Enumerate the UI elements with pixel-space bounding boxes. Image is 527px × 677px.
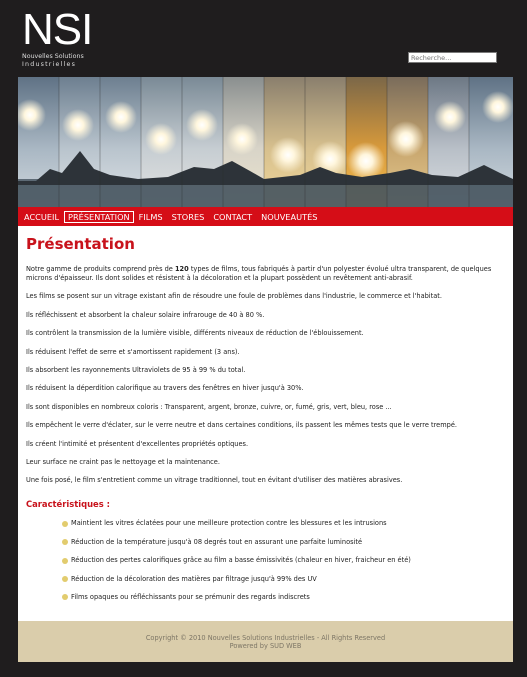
feature-text: Films opaques ou réfléchissants pour se prémunir des regards indiscrets <box>71 592 310 601</box>
feature-text: Réduction de la température jusqu'à 08 degrés tout en assurant une parfaite luminosité <box>71 537 363 546</box>
paragraph-5: Ils absorbent les rayonnements Ultraviolets de 95 à 99 % du total. <box>26 365 246 374</box>
paragraph-3: Ils contrôlent la transmission de la lumière visible, différents niveaux de réduction de l'éblouissement. <box>26 329 364 338</box>
nav-films[interactable]: FILMS <box>138 211 163 222</box>
feature-item <box>62 593 505 602</box>
nav-accueil[interactable]: ACCUEIL <box>24 211 60 222</box>
bullet-icon <box>62 576 68 582</box>
feature-item <box>62 575 505 584</box>
paragraph-9: Ils créent l'intimité et présentent d'excellentes propriétés optiques. <box>26 439 249 448</box>
features-list <box>26 519 505 602</box>
copyright-text: Copyright © 2010 Nouvelles Solutions Industrielles - All Rights Reserved <box>145 634 386 642</box>
banner-panels <box>18 77 513 207</box>
logo-mark: NSI <box>22 5 93 54</box>
features-title: Caractéristiques : <box>26 499 110 510</box>
paragraph-7: Ils sont disponibles en nombreux coloris : Transparent, argent, bronze, cuivre, or, fumé, gris, vert, bleu, rose ... <box>26 402 392 411</box>
nav-stores[interactable]: STORES <box>171 211 205 222</box>
nav-presentation[interactable]: PRÉSENTATION <box>64 211 134 223</box>
feature-text: Réduction des pertes calorifiques grâce au film a basse émissivités (chaleur en hiver, fraicheur en été) <box>71 556 411 565</box>
paragraph-8: Ils empêchent le verre d'éclater, sur le verre neutre et dans certaines conditions, ils passent les mêmes tests que le verre trempé. <box>26 421 457 430</box>
paragraph-4: Ils réduisent l'effet de serre et s'amortissent rapidement (3 ans). <box>26 347 240 356</box>
paragraph-1: Les films se posent sur un vitrage existant afin de résoudre une foule de problèmes dans l'industrie, le commerce et l'habitat. <box>26 292 442 301</box>
intro-text-before: Notre gamme de produits comprend près de <box>26 265 175 273</box>
page-title: Présentation <box>26 235 135 253</box>
paragraph-6: Ils réduisent la déperdition calorifique au travers des fenêtres en hiver jusqu'à 30%. <box>26 384 304 393</box>
nav-contact[interactable]: CONTACT <box>213 211 253 222</box>
logo-subtitle-2: Industrielles <box>22 61 77 68</box>
bullet-icon <box>62 539 68 545</box>
feature-text: Réduction de la décoloration des matières par filtrage jusqu'à 99% des UV <box>71 574 317 583</box>
footer <box>18 621 513 662</box>
logo-subtitle-1: Nouvelles Solutions <box>22 53 84 60</box>
feature-item <box>62 538 505 547</box>
intro-count: 120 <box>174 265 189 273</box>
bullet-icon <box>62 558 68 564</box>
intro-paragraph <box>26 265 505 283</box>
main-nav <box>18 207 513 226</box>
feature-item <box>62 556 505 565</box>
powered-by-link[interactable]: Powered by SUD WEB <box>229 642 302 651</box>
feature-item <box>62 519 505 528</box>
paragraph-2: Ils réfléchissent et absorbent la chaleur solaire infrarouge de 40 à 80 %. <box>26 310 265 319</box>
banner-image <box>18 77 513 207</box>
feature-text: Maintient les vitres éclatées pour une meilleure protection contre les blessures et les intrusions <box>71 519 387 528</box>
nav-nouveautes[interactable]: NOUVEAUTÉS <box>261 211 318 222</box>
bullet-icon <box>62 521 68 527</box>
logo[interactable] <box>22 5 132 68</box>
search-input[interactable] <box>408 52 497 63</box>
main-content <box>18 226 513 621</box>
bullet-icon <box>62 594 68 600</box>
intro-text-after: types de films, tous fabriqués à partir d'un polyester évolué ultra transparent, de quelques microns d'épaisseur. Ils dont solides et résistent à la décoloration et la plupart possèdent un revêtement anti-abrasif. <box>26 265 492 282</box>
paragraph-11: Une fois posé, le film s'entretient comme un vitrage traditionnel, tout en évitant d'utiliser des matières abrasives. <box>26 476 403 485</box>
paragraph-10: Leur surface ne craint pas le nettoyage et la maintenance. <box>26 457 220 466</box>
